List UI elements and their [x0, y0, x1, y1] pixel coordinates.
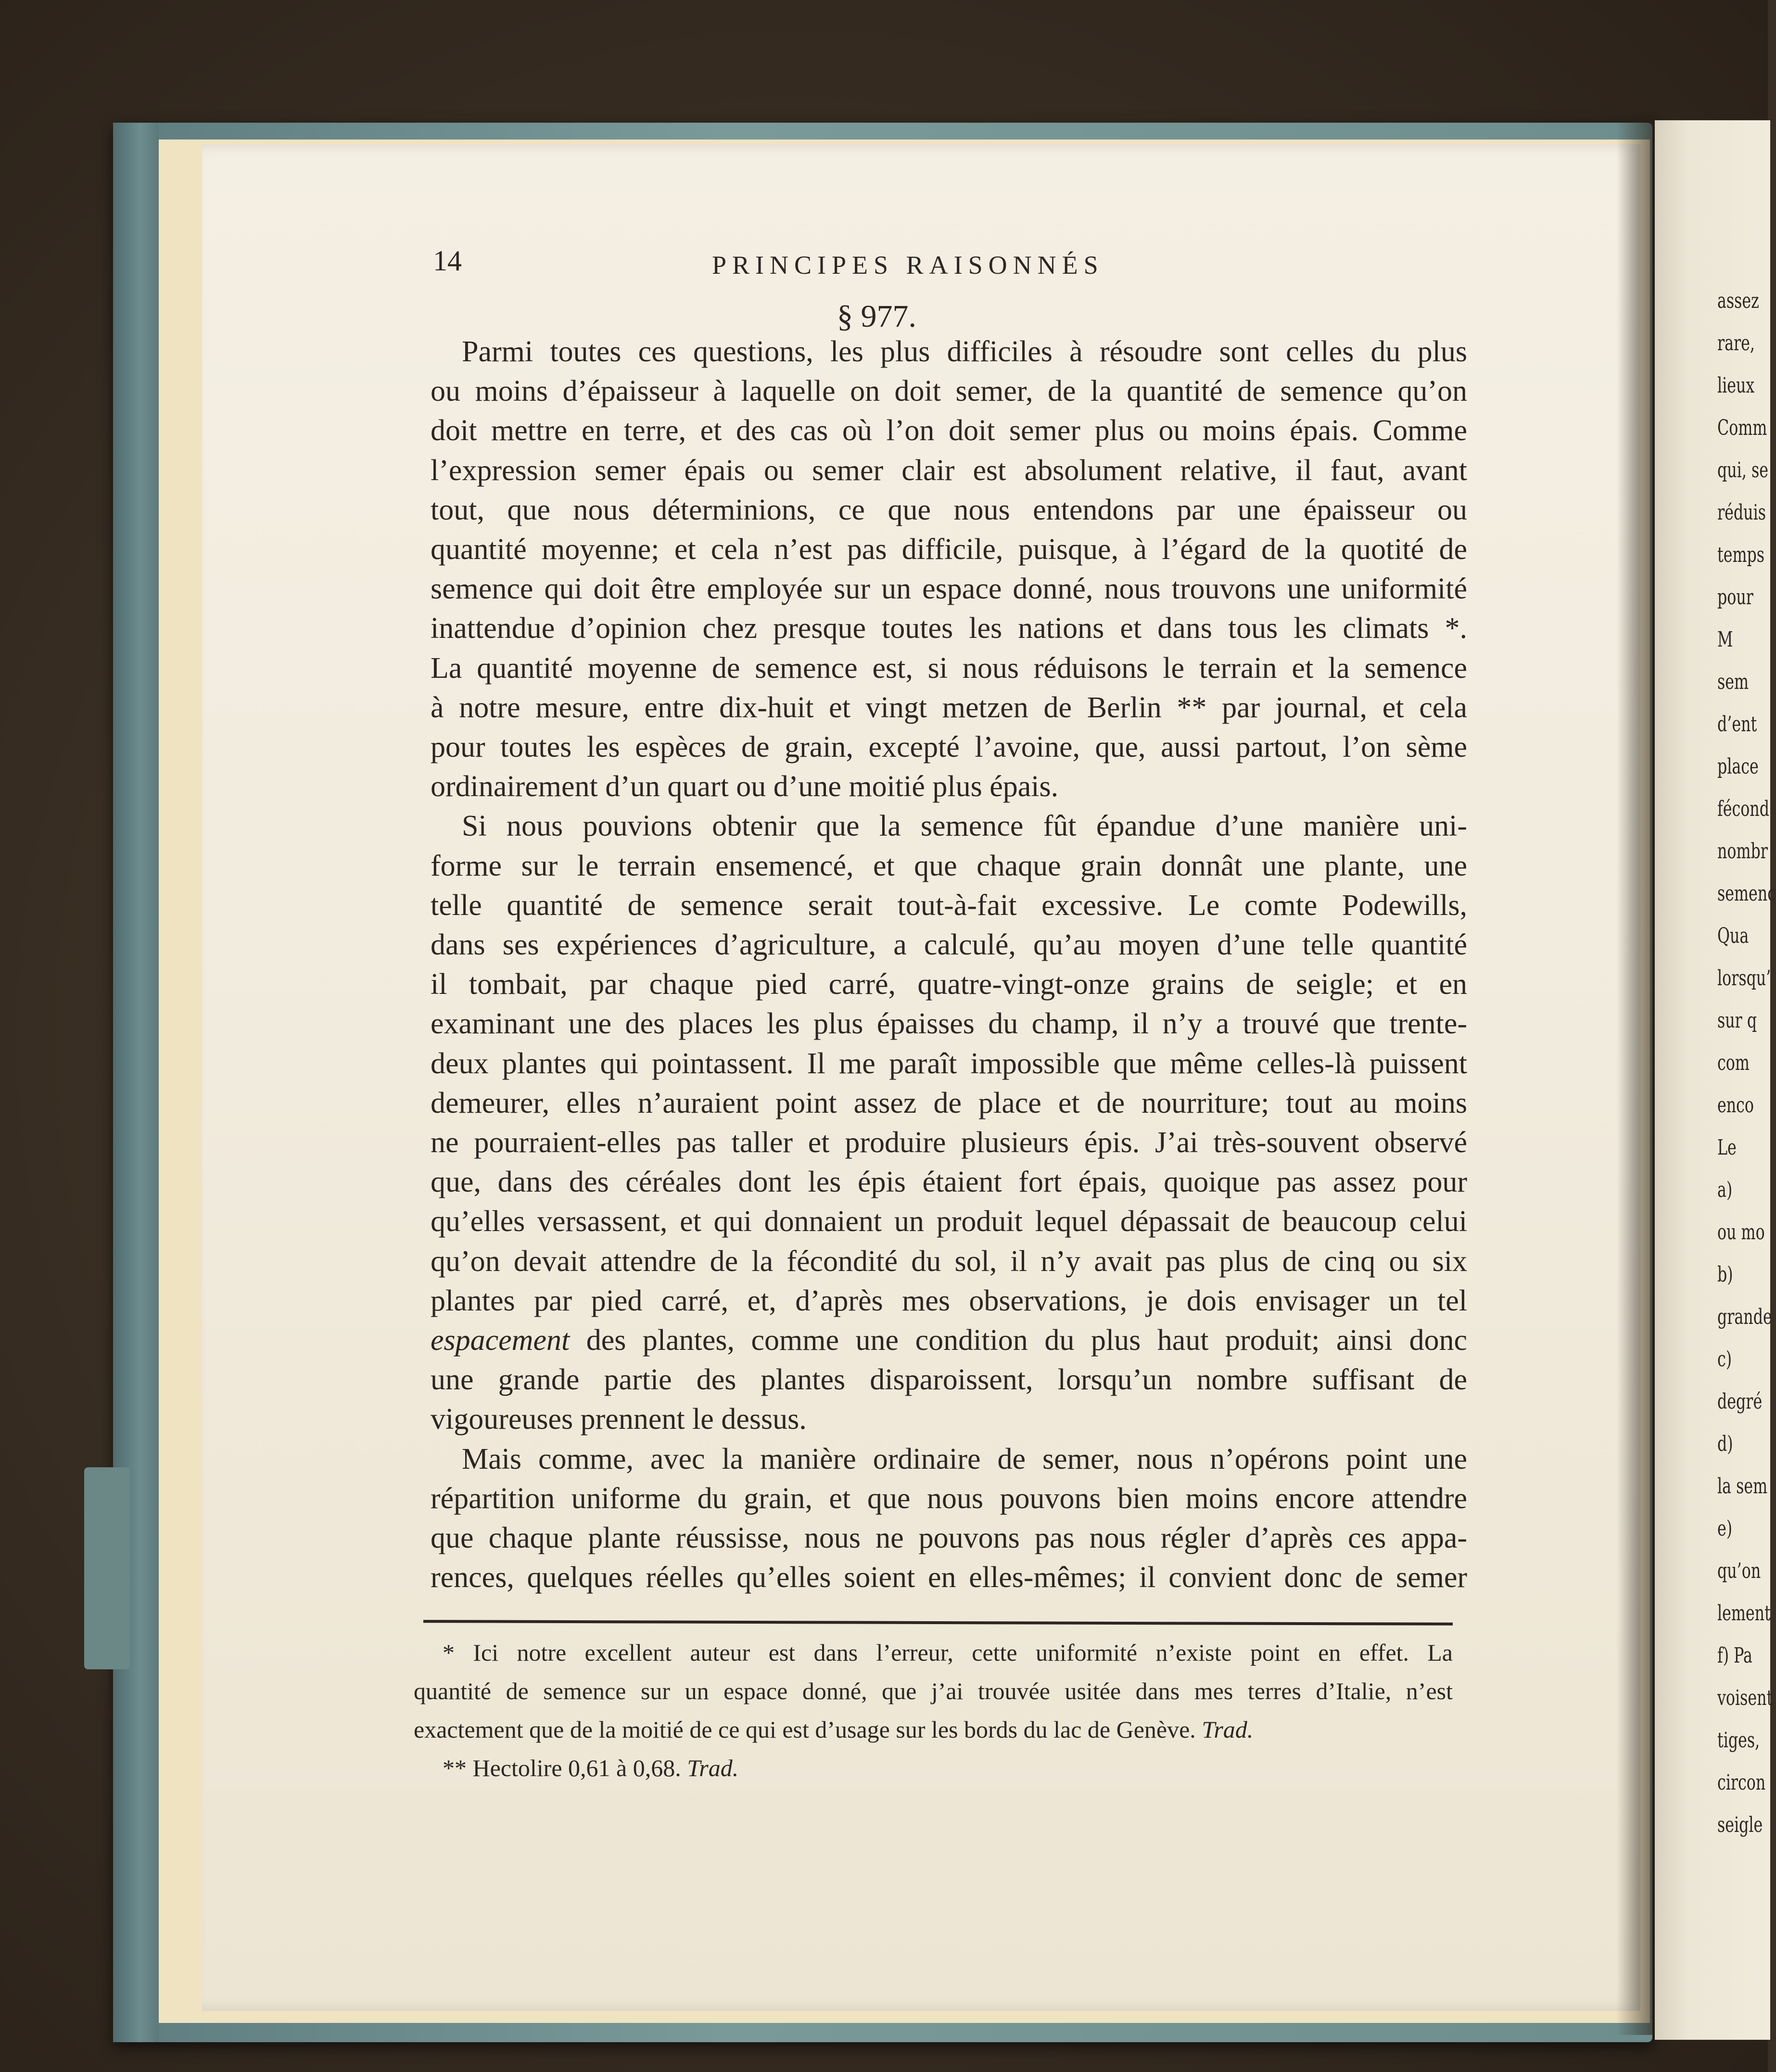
body-line: l’expression semer épais ou semer clair est absolument relative, il faut, avant — [431, 454, 1467, 487]
body-line: qu’on devait attendre de la fécondité du sol, il n’y avait pas plus de cinq ou six — [431, 1245, 1467, 1278]
body-line: espacement des plantes, comme une condition du plus haut produit; ainsi donc — [431, 1324, 1467, 1357]
facing-page-fragment: f) Pa — [1717, 1643, 1752, 1668]
facing-page-fragment: tiges, — [1717, 1728, 1760, 1753]
facing-page-fragment: temps — [1717, 543, 1765, 567]
facing-page-fragment: ou mo — [1717, 1220, 1765, 1245]
body-line: inattendue d’opinion chez presque toutes les nations et dans tous les climats *. — [431, 612, 1467, 645]
facing-page-fragment: e) — [1717, 1516, 1733, 1541]
footnote-line: ** Hectolire 0,61 à 0,68. Trad. — [443, 1754, 739, 1781]
body-line: semence qui doit être employée sur un espace donné, nous trouvons une uniformité — [431, 572, 1467, 606]
facing-page-fragment: semenc — [1717, 881, 1776, 906]
facing-page-fragment: la sem — [1717, 1474, 1768, 1499]
footnote-line: quantité de semence sur un espace donné, que j’ai trouvée usitée dans mes terres d’Italie, n’est — [414, 1678, 1453, 1704]
body-line: plantes par pied carré, et, d’après mes observations, je dois envisager un tel — [431, 1284, 1467, 1317]
facing-page-fragment: sem — [1717, 670, 1749, 694]
facing-page-fragment: d’ent — [1717, 712, 1757, 737]
footnote-line: exactement que de la moitié de ce qui est d’usage sur les bords du lac de Genève. Trad. — [414, 1716, 1254, 1743]
body-line: une grande partie des plantes disparoissent, lorsqu’un nombre suffisant de — [431, 1363, 1467, 1397]
body-line: doit mettre en terre, et des cas où l’on doit semer plus ou moins épais. Comme — [431, 414, 1467, 447]
body-line: Mais comme, avec la manière ordinaire de semer, nous n’opérons point une — [462, 1442, 1467, 1475]
facing-page-fragment: degré — [1717, 1389, 1763, 1414]
facing-page-fragment: grande — [1717, 1305, 1772, 1329]
body-line: rences, quelques réelles qu’elles soient en elles-mêmes; il convient donc de semer — [431, 1561, 1467, 1594]
facing-page-fragment: Comm — [1717, 416, 1767, 440]
body-line: que, dans des céréales dont les épis étaient fort épais, quoique pas assez pour — [431, 1166, 1467, 1199]
facing-page-fragment: place — [1717, 754, 1759, 779]
body-line: ne pourraient-elles pas taller et produire plusieurs épis. J’ai très-souvent observé — [431, 1126, 1467, 1159]
cover-tab — [84, 1467, 130, 1669]
body-line: vigoureuses prennent le dessus. — [431, 1403, 807, 1436]
facing-page-fragment: pour — [1717, 585, 1753, 610]
body-line: répartition uniforme du grain, et que nous pouvons bien moins encore attendre — [431, 1482, 1467, 1515]
facing-page-fragment: lorsqu’ — [1717, 966, 1771, 991]
body-line: à notre mesure, entre dix-huit et vingt metzen de Berlin ** par journal, et cela — [431, 691, 1467, 724]
facing-page-fragment: c) — [1717, 1347, 1732, 1372]
running-head: PRINCIPES RAISONNÉS — [712, 251, 1104, 280]
body-line: forme sur le terrain ensemencé, et que chaque grain donnât une plante, une — [431, 849, 1467, 882]
body-line: demeurer, elles n’auraient point assez de place et de nourriture; tout au moins — [431, 1086, 1467, 1119]
book-spine-edge — [113, 123, 159, 2042]
body-line: deux plantes qui pointassent. Il me paraît impossible que même celles-là puissent — [431, 1047, 1467, 1080]
section-heading: § 977. — [837, 299, 916, 334]
footnote-line: * Ici notre excellent auteur est dans l’erreur, cette uniformité n’existe point en effet. La — [443, 1639, 1453, 1666]
page-number: 14 — [433, 245, 462, 277]
facing-page-fragment: a) — [1717, 1178, 1733, 1202]
facing-page-fragment: rare, — [1717, 331, 1755, 356]
facing-page-fragment: nombr — [1717, 839, 1768, 864]
body-line: examinant une des places les plus épaisses du champ, il n’y a trouvé que trente- — [431, 1007, 1467, 1041]
facing-page — [1655, 120, 1776, 2040]
body-line: ou moins d’épaisseur à laquelle on doit semer, de la quantité de semence qu’on — [431, 375, 1467, 408]
facing-page-fragment: Le — [1717, 1135, 1737, 1160]
facing-page-fragment: voisent — [1717, 1686, 1773, 1710]
body-line: pour toutes les espèces de grain, excepté l’avoine, que, aussi partout, l’on sème — [431, 731, 1467, 763]
facing-page-fragment: sur q — [1717, 1008, 1757, 1033]
body-line: Parmi toutes ces questions, les plus difficiles à résoudre sont celles du plus — [462, 335, 1467, 368]
facing-page-fragment: seigle — [1717, 1813, 1763, 1837]
body-line: telle quantité de semence serait tout-à-fait excessive. Le comte Podewills, — [431, 889, 1467, 922]
body-line: qu’elles versassent, et qui donnaient un produit lequel dépassait de beaucoup celui — [431, 1205, 1467, 1238]
body-line: il tombait, par chaque pied carré, quatre-vingt-onze grains de seigle; et en — [431, 968, 1467, 1001]
facing-page-fragment: com — [1717, 1051, 1750, 1075]
facing-page-fragment: qui, se — [1717, 458, 1768, 483]
facing-page-fragment: qu’on — [1717, 1559, 1761, 1583]
facing-page-fragment: M — [1717, 627, 1733, 652]
body-line: que chaque plante réussisse, nous ne pouvons pas nous régler d’après ces appa- — [431, 1522, 1467, 1554]
facing-page-fragment: assez — [1717, 289, 1759, 313]
facing-page-fragment: Qua — [1717, 924, 1749, 948]
body-line: Si nous pouvions obtenir que la semence fût épandue d’une manière uni- — [462, 810, 1467, 843]
facing-page-fragment: enco — [1717, 1093, 1754, 1118]
facing-page-fragment: lieux — [1717, 373, 1755, 398]
body-line: ordinairement d’un quart ou d’une moitié plus épais. — [431, 770, 1059, 803]
facing-page-fragment: fécond — [1717, 797, 1769, 821]
body-line: quantité moyenne; et cela n’est pas difficile, puisque, à l’égard de la quotité de — [431, 533, 1467, 566]
body-line: La quantité moyenne de semence est, si nous réduisons le terrain et la semence — [431, 651, 1467, 685]
facing-page-fragment: circon — [1717, 1770, 1766, 1795]
facing-page-fragment: b) — [1717, 1262, 1733, 1287]
body-line: dans ses expériences d’agriculture, a calculé, qu’au moyen d’une telle quantité — [431, 928, 1467, 961]
body-line: tout, que nous déterminions, ce que nous entendons par une épaisseur ou — [431, 493, 1467, 526]
facing-page-fragment: réduis — [1717, 500, 1766, 525]
facing-page-fragment: d) — [1717, 1432, 1733, 1456]
facing-page-fragment: lement — [1717, 1601, 1771, 1626]
